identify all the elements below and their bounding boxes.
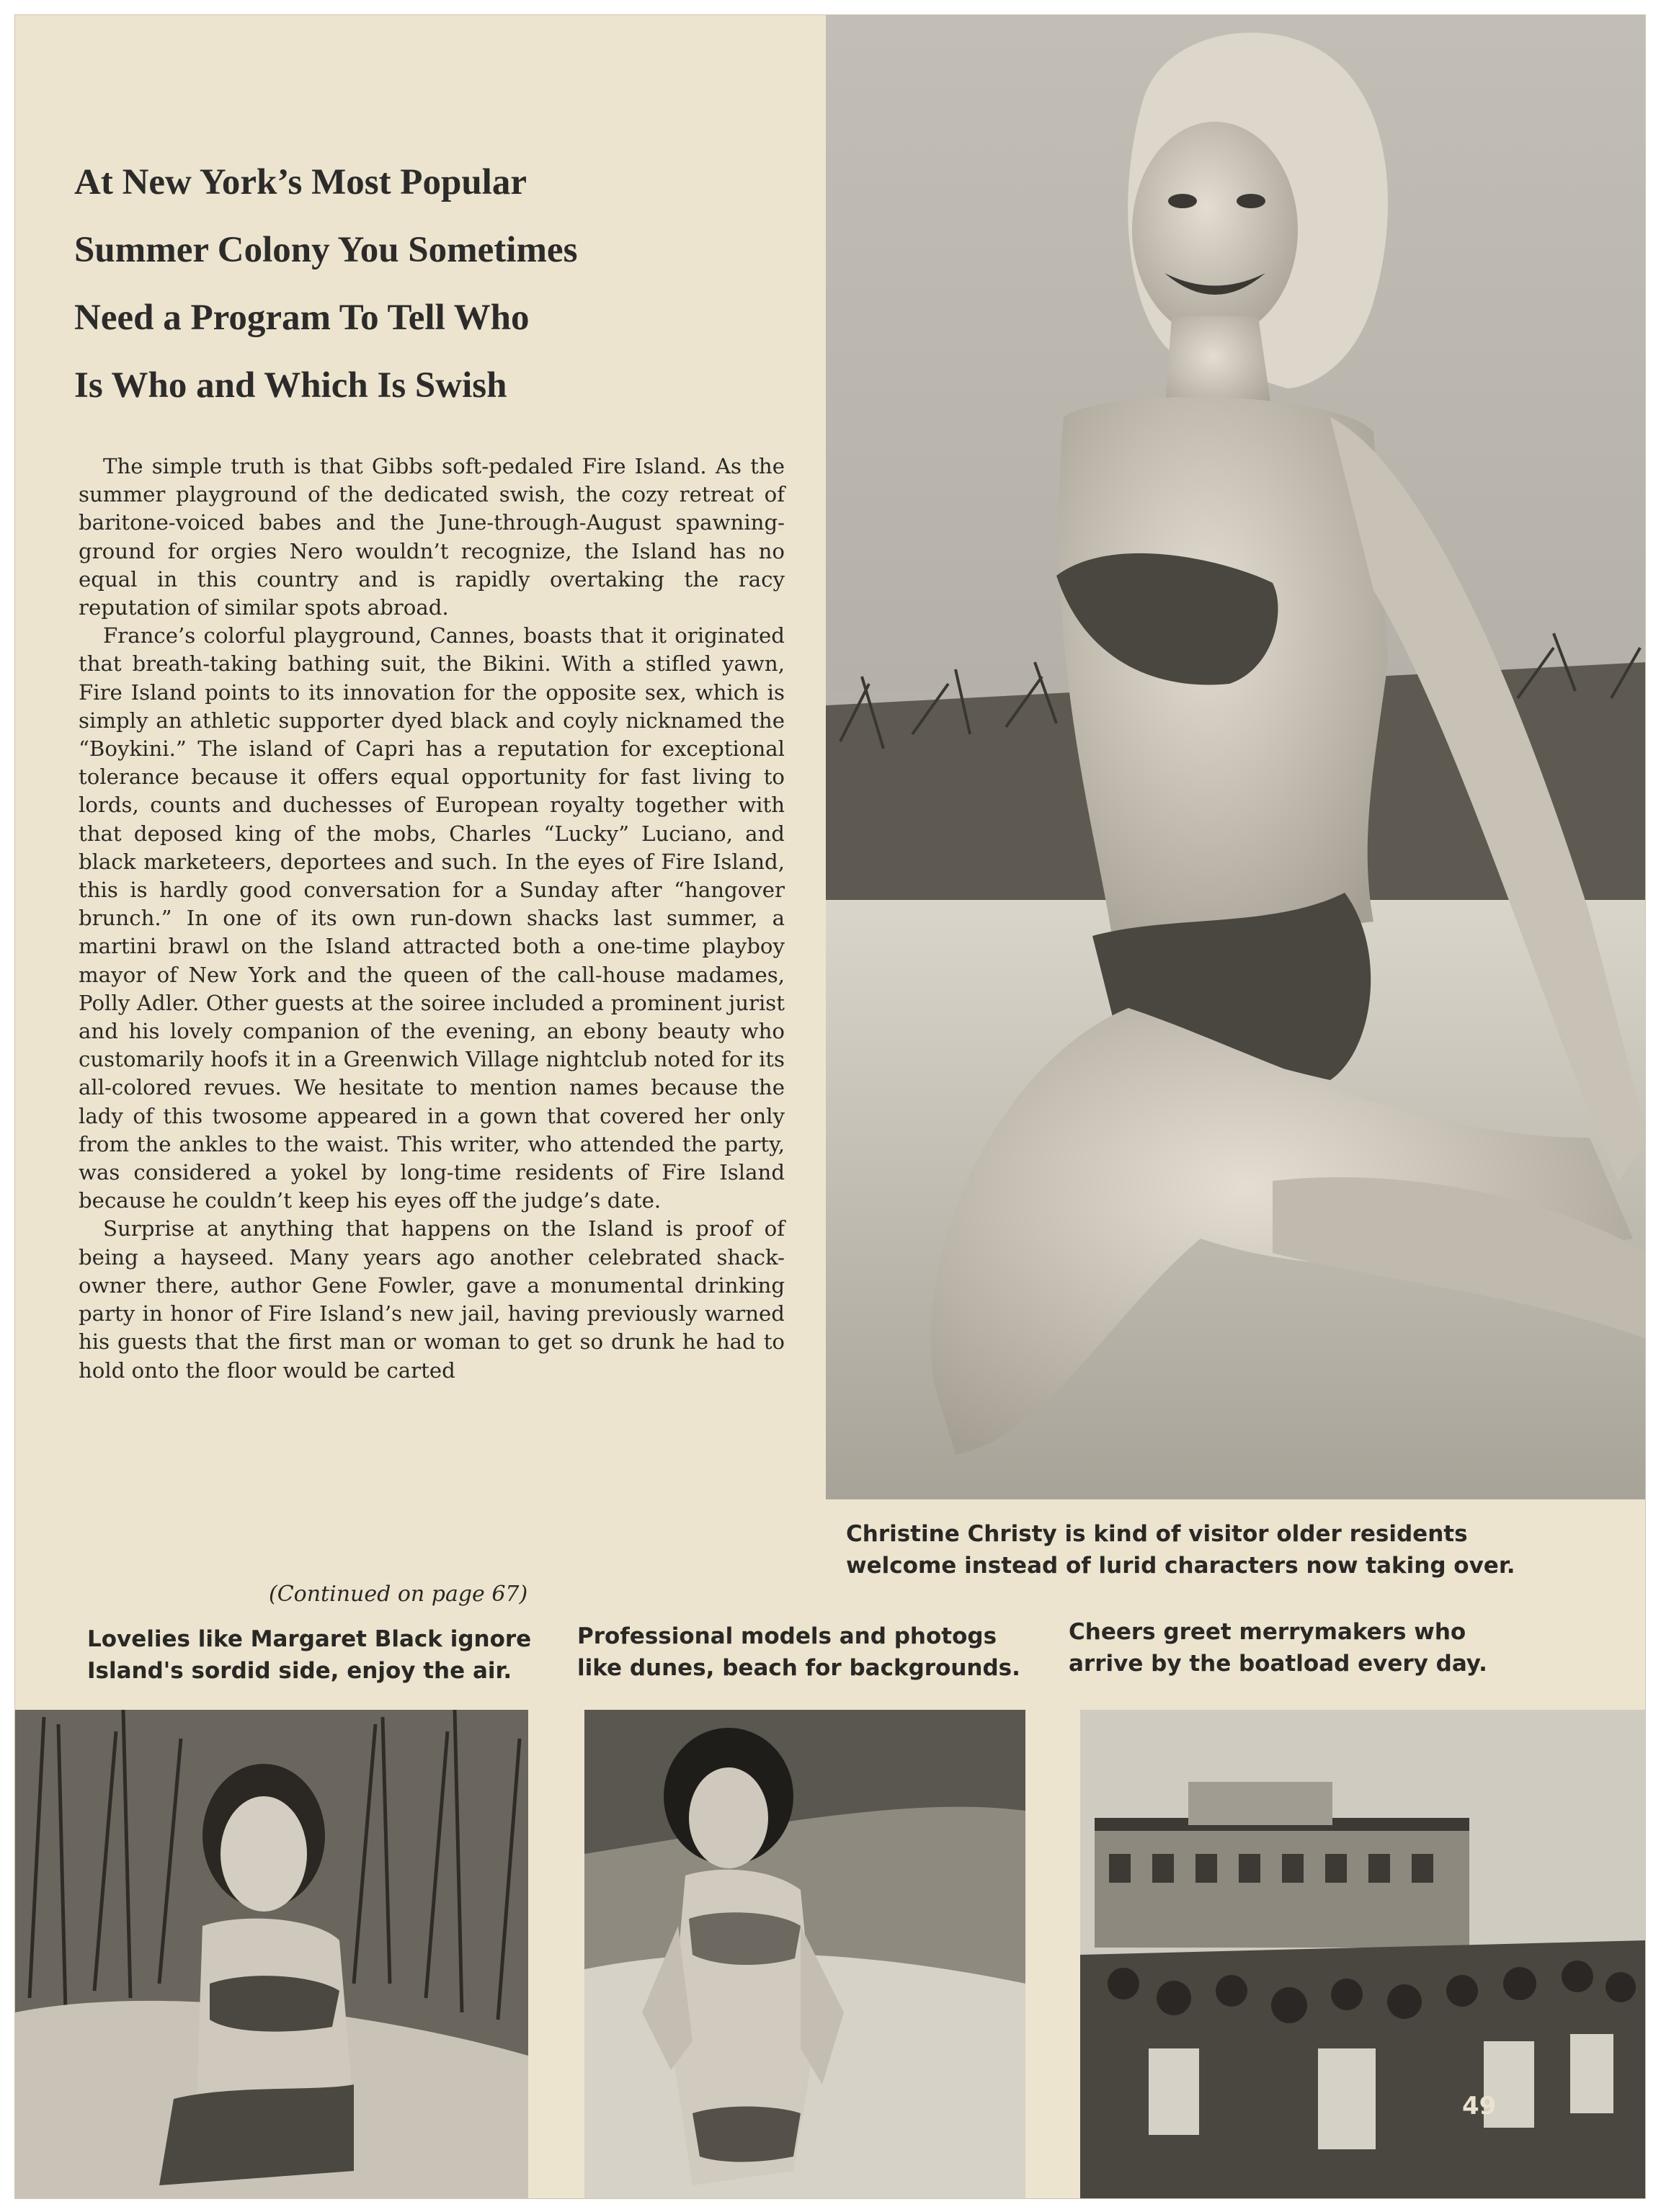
headline-line: Need a Program To Tell Who bbox=[74, 298, 530, 338]
main-photo bbox=[826, 14, 1646, 1499]
caption-line: arrive by the boatload every day. bbox=[1069, 1651, 1487, 1677]
article-paragraph: The simple truth is that Gibbs soft-pedaled Fire Island. As the summer playground of the dedicated swish, the cozy retreat of baritone-voiced babes and the June-through-August spawning-ground for orgies Nero wouldn’t recognize, the Island has no equal in this country and is rapidly overtaking the racy reputation of similar spots abroad. bbox=[79, 454, 785, 620]
headline-line: Summer Colony You Sometimes bbox=[74, 230, 578, 270]
caption-line: Island's sordid side, enjoy the air. bbox=[87, 1658, 512, 1684]
article-paragraph: France’s colorful playground, Cannes, boasts that it originated that breath-taking bathing suit, the Bikini. With a stifled yawn, Fire Island points to its innovation for the opposite sex, which is simply an athletic supporter dyed black and coyly nicknamed the “Boykini.” The island of Capri has a reputation for exceptional tolerance because it offers equal opportunity for fast living to lords, counts and duchesses of European royalty together with that deposed king of the mobs, Charles “Lucky” Luciano, and black marketeers, deportees and such. In the eyes of Fire Island, this is hardly good conversation for a Sunday after “hangover brunch.” In one of its own run-down shacks last summer, a martini brawl on the Island attracted both a one-time playboy mayor of New York and the queen of the call-house madames, Polly Adler. Other guests at the soiree included a prominent jurist and his lovely companion of the evening, an ebony beauty who customarily hoofs it in a Greenwich Village nightclub noted for its all-colored revues. We hesitate to mention names because the lady of this twosome appeared in a gown that covered her only from the ankles to the waist. This writer, who attended the party, was considered a yokel by long-time residents of Fire Island because he couldn’t keep his eyes off the judge’s date. bbox=[79, 623, 785, 1213]
page-number: 49 bbox=[1462, 2092, 1497, 2120]
headline-line: At New York’s Most Popular bbox=[74, 162, 527, 202]
headline bbox=[74, 148, 824, 419]
caption-line: Professional models and photogs bbox=[577, 1623, 997, 1649]
photo-middle bbox=[584, 1710, 1025, 2198]
caption-line: Christine Christy is kind of visitor older residents bbox=[846, 1521, 1468, 1547]
photo-left bbox=[15, 1710, 528, 2198]
photo-left-caption bbox=[87, 1623, 592, 1687]
caption-line: Lovelies like Margaret Black ignore bbox=[87, 1626, 532, 1652]
photo-middle-caption bbox=[577, 1620, 1038, 1684]
magazine-page bbox=[14, 14, 1646, 2199]
continued-on-page-note: (Continued on page 67) bbox=[269, 1582, 528, 1607]
photo-right bbox=[1080, 1710, 1646, 2198]
photo-right-caption bbox=[1069, 1616, 1631, 1680]
caption-line: Cheers greet merrymakers who bbox=[1069, 1619, 1466, 1645]
caption-line: like dunes, beach for backgrounds. bbox=[577, 1655, 1020, 1681]
article-body bbox=[79, 452, 785, 1385]
caption-line: welcome instead of lurid characters now taking over. bbox=[846, 1553, 1515, 1579]
main-photo-caption bbox=[846, 1518, 1610, 1582]
article-paragraph: Surprise at anything that happens on the Island is proof of being a hayseed. Many years ago another celebrated shack-owner there, author Gene Fowler, gave a monumental drinking party in honor of Fire Island’s new jail, having previously warned his guests that the first man or woman to get so drunk he had to hold onto the floor would be carted bbox=[79, 1216, 785, 1383]
headline-line: Is Who and Which Is Swish bbox=[74, 365, 507, 406]
